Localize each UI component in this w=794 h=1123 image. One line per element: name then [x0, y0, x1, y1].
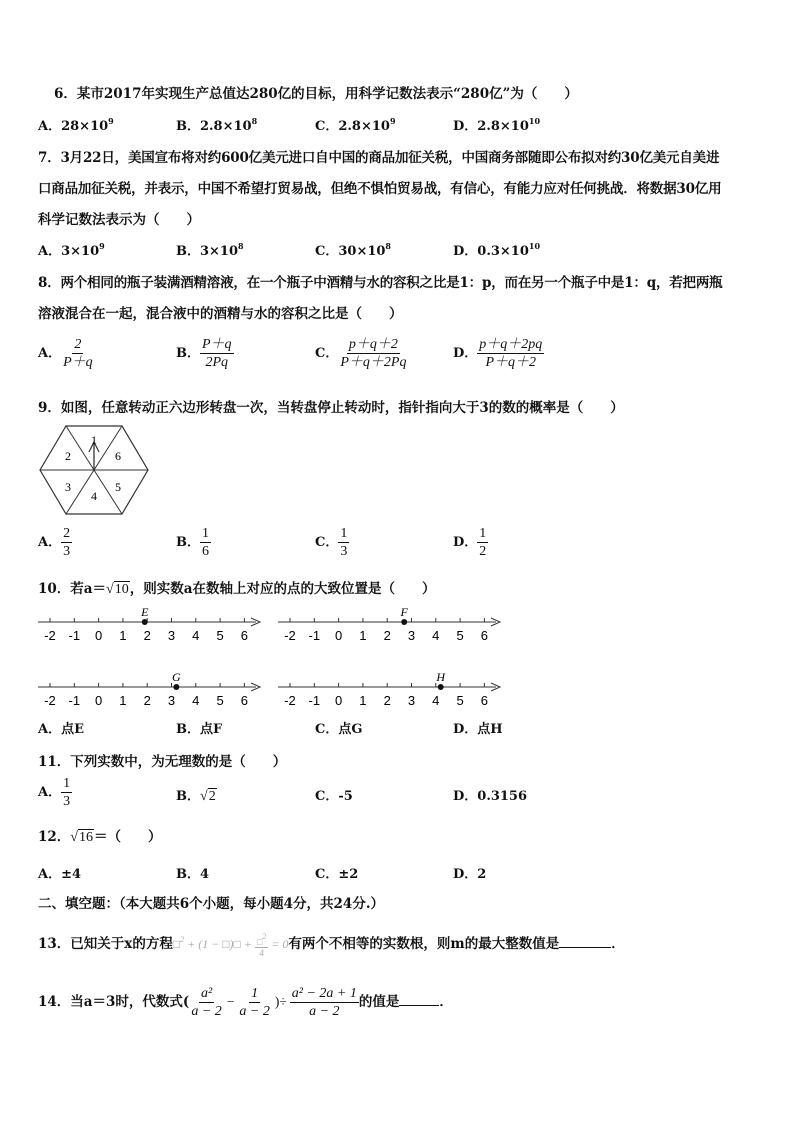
- q9-stem: 9．如图，任意转动正六边形转盘一次，当转盘停止转动时，指针指向大于3的数的概率是（ ）: [38, 400, 624, 416]
- number-line-tick-label: 6: [240, 693, 249, 708]
- q9-option-c: C． $\frac{1}{3}$: [315, 526, 348, 559]
- number-line-tick-label: -1: [308, 628, 321, 643]
- q7-line-2: 口商品加征关税，并表示，中国不希望打贸易战，但绝不惧怕贸易战，有信心，有能力应对任何挑战．将数据30亿用: [38, 181, 722, 197]
- number-line-tick-label: 2: [383, 693, 391, 708]
- number-line-tick-label: 0: [94, 693, 103, 708]
- number-line-tick-label: 5: [456, 628, 464, 643]
- q7-option-a: A．$3\times 10^9$: [38, 241, 105, 259]
- number-line-tick-label: 6: [480, 628, 489, 643]
- q9-option-d: D． $\frac{1}{2}$: [453, 526, 487, 559]
- q10-stem: 10．若a＝√10，则实数a在数轴上对应的点的大致位置是（ ）: [38, 581, 436, 597]
- q11-option-b: B．√2: [176, 789, 216, 804]
- number-line-tick-label: 0: [334, 693, 343, 708]
- q11-stem: 11．下列实数中，为无理数的是（ ）: [38, 754, 287, 770]
- number-line-point: [401, 619, 407, 625]
- q10-option-b: B．点F: [176, 722, 223, 737]
- q6-stem: 6．某市2017年实现生产总值达280亿的目标，用科学记数法表示“280亿”为（ ）: [54, 86, 578, 102]
- number-line-tick-label: 3: [407, 628, 416, 643]
- number-line-tick-label: 6: [240, 628, 249, 643]
- hexagon-spinner: [38, 422, 150, 518]
- number-line-tick-label: -1: [308, 693, 321, 708]
- q13-equation: □$^2$ + (1 − □)□ + $\frac{□^2}{4}$ = 0: [172, 932, 289, 959]
- q8-line-2: 溶液混合在一起，混合液中的酒精与水的容积之比是（ ）: [38, 306, 403, 322]
- number-line-point-label: H: [436, 671, 445, 684]
- number-line-tick-label: 3: [407, 693, 416, 708]
- q13-answer-blank[interactable]: [559, 947, 611, 948]
- number-line-tick-label: 4: [432, 693, 440, 708]
- spinner-number-3: 3: [65, 480, 71, 494]
- q12-option-b: B．4: [176, 867, 210, 882]
- number-line-tick-label: 5: [456, 693, 464, 708]
- q12-option-d: D．2: [453, 867, 487, 882]
- q9-option-b: B． $\frac{1}{6}$: [176, 526, 209, 559]
- q10-option-d: D．点H: [453, 722, 503, 737]
- number-line-point-label: E: [141, 606, 149, 619]
- number-line-tick-label: 0: [334, 628, 343, 643]
- number-line-tick-label: 4: [192, 628, 200, 643]
- number-line-point: [438, 684, 444, 690]
- q8-option-b: B． $\frac{P+q}{2Pq}$: [176, 337, 232, 370]
- number-line-tick-label: 5: [216, 628, 224, 643]
- number-line-tick-label: 4: [432, 628, 440, 643]
- spinner-number-6: 6: [115, 449, 121, 463]
- number-line-tick-label: 1: [119, 693, 127, 708]
- number-line-tick-label: 2: [143, 693, 151, 708]
- q11-option-c: C．-5: [315, 789, 353, 804]
- number-line-tick-label: 2: [383, 628, 391, 643]
- q14-answer-blank[interactable]: [399, 1005, 439, 1006]
- number-line-tick-label: -2: [44, 693, 56, 708]
- spinner-number-5: 5: [115, 480, 121, 494]
- q7-line-3: 科学记数法表示为（ ）: [38, 212, 200, 228]
- spinner-number-2: 2: [65, 449, 71, 463]
- spinner-number-4: 4: [91, 489, 97, 503]
- q13-stem: 13．已知关于x的方程□$^2$ + (1 − □)□ + $\frac{□^2}{4}$ = 0有两个不相等的实数根，则m的最大整数值是 ．: [38, 932, 625, 959]
- number-line-point-label: F: [400, 606, 408, 619]
- number-line-e: [38, 606, 268, 644]
- q11-option-a: A． $\frac{1}{3}$: [38, 776, 71, 809]
- q12-option-c: C．±2: [315, 867, 359, 882]
- q8-line-1: 8．两个相同的瓶子装满酒精溶液，在一个瓶子中酒精与水的容积之比是1：p，而在另一个瓶子中是1：q，若把两瓶: [38, 275, 723, 291]
- q7-option-c: C．$30\times 10^8$: [315, 241, 391, 259]
- number-line-tick-label: 1: [359, 693, 367, 708]
- q8-option-c: C． $\frac{p+q+2}{P+q+2Pq}$: [315, 337, 407, 370]
- number-line-tick-label: -2: [284, 693, 296, 708]
- number-line-tick-label: -2: [284, 628, 296, 643]
- number-line-point-label: G: [172, 671, 181, 684]
- q7-option-b: B．$3\times 10^8$: [176, 241, 244, 259]
- number-line-tick-label: -2: [44, 628, 56, 643]
- q7-option-d: D．$0.3\times 10^{10}$: [453, 241, 541, 259]
- number-line-tick-label: 2: [143, 628, 151, 643]
- number-line-tick-label: 4: [192, 693, 200, 708]
- number-line-h: [278, 671, 508, 709]
- q10-option-a: A．点E: [38, 722, 84, 737]
- spinner-number-1: 1: [91, 433, 97, 447]
- q10-option-c: C．点G: [315, 722, 363, 737]
- number-line-tick-label: 1: [359, 628, 367, 643]
- q14-stem: 14．当a＝3时，代数式( $\frac{\text{a²}}{a - 2}$ − $\frac{1}{a - 2}$ )÷ $\frac{\text{a² − 2a + 1}}{a - 2}$ 的值是 ．: [38, 986, 453, 1019]
- q12-stem: 12．√16＝（ ）: [38, 829, 162, 845]
- q8-option-a: A． $\frac{2}{P+q}$: [38, 337, 93, 370]
- number-line-tick-label: 1: [119, 628, 127, 643]
- number-line-point: [142, 619, 148, 625]
- q11-option-d: D．0.3156: [453, 789, 528, 804]
- q7-line-1: 7．3月22日，美国宣布将对约600亿美元进口自中国的商品加征关税，中国商务部随即公布拟对约30亿美元自美进: [38, 150, 720, 166]
- number-line-g: [38, 671, 268, 709]
- q6-option-c: C．$2.8\times 10^9$: [315, 116, 396, 134]
- q6-option-d: D．$2.8\times 10^{10}$: [453, 116, 541, 134]
- number-line-tick-label: -1: [68, 628, 81, 643]
- number-line-tick-label: 5: [216, 693, 224, 708]
- number-line-point: [173, 684, 179, 690]
- number-line-f: [278, 606, 508, 644]
- number-line-tick-label: 3: [167, 693, 176, 708]
- q6-option-b: B．$2.8\times 10^8$: [176, 116, 258, 134]
- number-line-tick-label: -1: [68, 693, 81, 708]
- q6-option-a: A．$28\times 10^9$: [38, 116, 114, 134]
- number-line-tick-label: 6: [480, 693, 489, 708]
- section-2-heading: 二、填空题：（本大题共6个小题，每小题4分，共24分.）: [38, 896, 385, 912]
- q12-option-a: A．±4: [38, 867, 82, 882]
- q9-option-a: A． $\frac{2}{3}$: [38, 526, 71, 559]
- number-line-tick-label: 0: [94, 628, 103, 643]
- q8-option-d: D． $\frac{p+q+2pq}{P+q+2}$: [453, 337, 543, 370]
- number-line-tick-label: 3: [167, 628, 176, 643]
